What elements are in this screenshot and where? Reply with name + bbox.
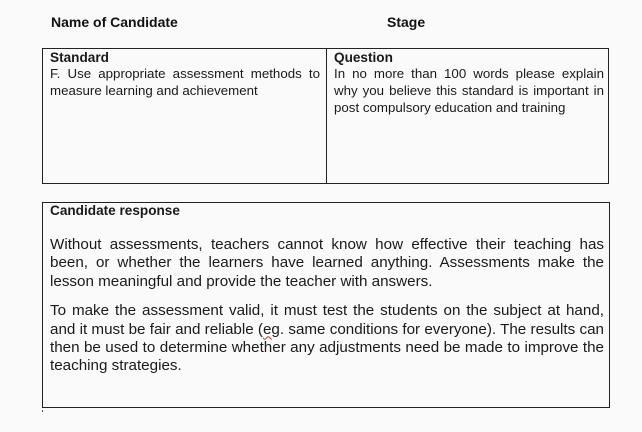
response-paragraph-2 xyxy=(50,302,604,376)
standard-heading: Standard xyxy=(50,50,109,65)
standard-cell xyxy=(43,49,327,183)
question-cell xyxy=(327,49,608,183)
name-of-candidate-label: Name of Candidate xyxy=(51,14,178,30)
question-text: In no more than 100 words please explain why you believe this standard is important in post compulsory education and training xyxy=(334,66,604,115)
spellcheck-flagged-word: eg xyxy=(262,320,280,338)
response-paragraph-2-start: To make the assessment valid, it must test the students on the subject at hand, and it must be fair and reliable ( xyxy=(50,302,604,338)
response-paragraph-2-end: . same conditions for everyone). The results can then be used to determine whether any adjustments need be made to improve the teaching strategies. xyxy=(50,320,604,375)
standard-question-table xyxy=(42,48,609,184)
stage-label: Stage xyxy=(387,14,426,30)
question-heading: Question xyxy=(334,50,393,65)
standard-text: F. Use appropriate assessment methods to measure learning and achievement xyxy=(50,66,320,98)
response-paragraph-1: Without assessments, teachers cannot know how effective their teaching has been, or whether the learners have learned anything. Assessments make the lesson meaningful and provide the teacher with answers. xyxy=(50,236,604,290)
stray-mark xyxy=(42,410,43,412)
candidate-response-heading: Candidate response xyxy=(50,203,180,218)
candidate-response-box xyxy=(42,202,610,408)
